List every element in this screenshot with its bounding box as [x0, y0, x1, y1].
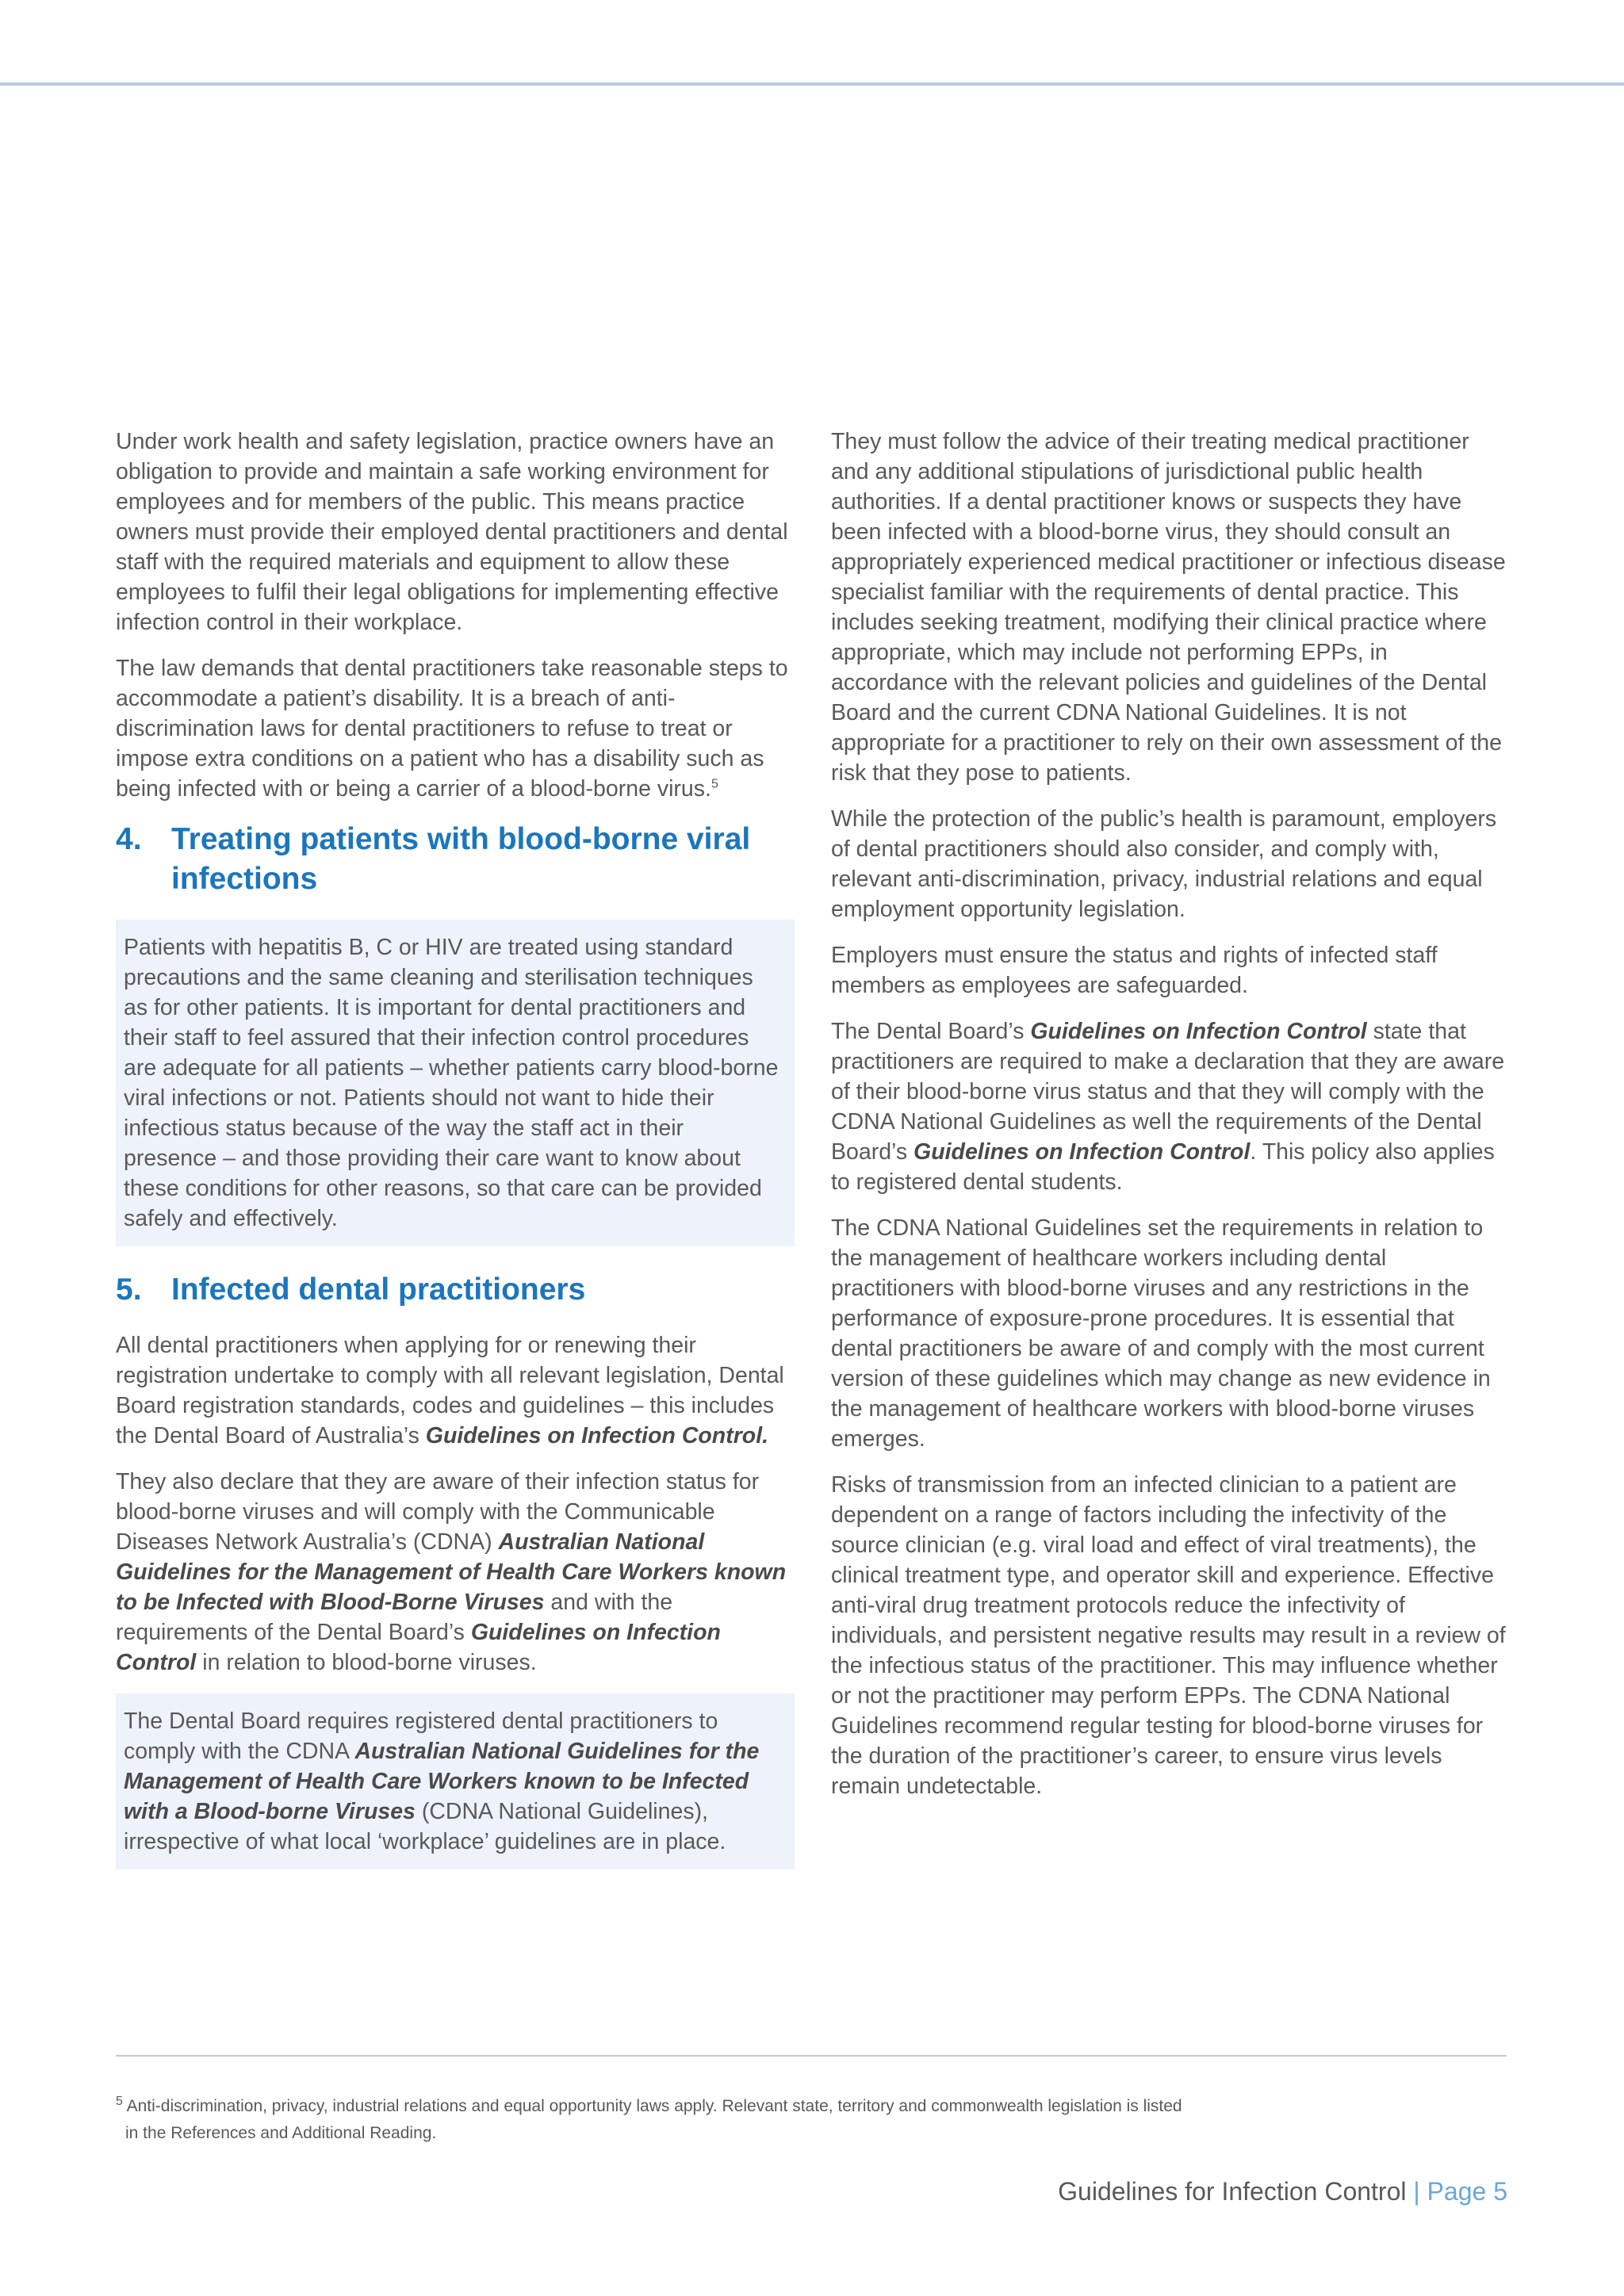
section-4-title: Treating patients with blood-borne viral infections: [171, 822, 751, 896]
section-5-title: Infected dental practitioners: [171, 1272, 586, 1307]
section-4-callout-text: Patients with hepatitis B, C or HIV are treated using standard precautions and the same cleaning and sterilisation techniques as for other patients. It is important for dental practitioners and their staff to feel assured that their infection control procedures are adequate for all patients – whether patients carry blood-borne viral infections or not. Patients should not want to hide their infectious status because of the way the staff act in their presence – and those providing their care want to know about these conditions for other reasons, so that care can be provided safely and effectively.: [124, 935, 779, 1231]
registration-paragraph: All dental practitioners when applying for or renewing their registration undertake to comply with all relevant legislation, Dental Board registration standards, codes and guidelines – this includes the Dental Board of Australia’s Guidelines on Infection Control.: [116, 1333, 784, 1448]
section-5-callout: [116, 1693, 795, 1869]
declaration-paragraph: They also declare that they are aware of their infection status for blood-borne viruses and will comply with the Communicable Diseases Network Australia’s (CDNA) Australian National Guidelines for the Management of Health Care Workers known to be Infected with Blood-Borne Viruses and with the requirements of the Dental Board’s Guidelines on Infection Control in relation to blood-borne viruses.: [116, 1469, 787, 1675]
footnote-divider: [116, 2055, 1507, 2057]
guidelines-title-ref-4: Guidelines on Infection Control: [914, 1139, 1251, 1165]
footnote: [116, 2093, 1385, 2147]
cdna-guidelines-title-2: Australian National Guidelines for the Management of Health Care Workers known to be Infected with a Blood-borne Viruses: [124, 1739, 760, 1824]
guidelines-title-ref-2: Guidelines on Infection Control: [116, 1620, 721, 1675]
whs-paragraph: Under work health and safety legislation, practice owners have an obligation to provide and maintain a safe working environment for employees and for members of the public. This means practice owners must provide their employed dental practitioners and dental staff with the required materials and equipment to allow these employees to fulfil their legal obligations for implementing effective infection control in their workplace.: [116, 429, 788, 635]
transmission-risk-paragraph: Risks of transmission from an infected clinician to a patient are dependent on a range of factors including the infectivity of the source clinician (e.g. viral load and effect of viral treatments), the clinical treatment type, and operator skill and experience. Effective anti-viral drug treatment protocols reduce the infectivity of individuals, and persistent negative results may result in a review of the infectious status of the practitioner. This may influence whether or not the practitioner may perform EPPs. The CDNA National Guidelines recommend regular testing for blood-borne viruses for the duration of the practitioner’s career, to ensure virus levels remain undetectable.: [831, 1472, 1506, 1799]
section-4-callout: [116, 920, 795, 1246]
section-5-callout-text: The Dental Board requires registered dental practitioners to comply with the CDNA Australian National Guidelines for the Management of Health Care Workers known to be Infected with a Blood-borne Viruses (CDNA National Guidelines), irrespective of what local ‘workplace’ guidelines are in place.: [124, 1709, 760, 1854]
employer-legislation-paragraph: While the protection of the public’s health is paramount, employers of dental practitioners should also consider, and comply with, relevant anti-discrimination, privacy, industrial relations and equal employment opportunity legislation.: [831, 806, 1497, 922]
disability-paragraph: The law demands that dental practitioners take reasonable steps to accommodate a patient’s disability. It is a breach of anti-discrimination laws for dental practitioners to refuse to treat or impose extra conditions on a patient who has a disability such as being infected with or being a carrier of a blood-borne virus.$^5$: [116, 656, 788, 802]
guidelines-title-ref-3: Guidelines on Infection Control: [1030, 1019, 1367, 1044]
page-footer: [1058, 2177, 1507, 2206]
footer-separator: |: [1413, 2177, 1420, 2206]
medical-advice-paragraph: They must follow the advice of their treating medical practitioner and any additional stipulations of jurisdictional public health authorities. If a dental practitioner knows or suspects they have been infected with a blood-borne virus, they should consult an appropriately experienced medical practitioner or infectious disease specialist familiar with the requirements of dental practice. This includes seeking treatment, modifying their clinical practice where appropriate, which may include not performing EPPs, in accordance with the relevant policies and guidelines of the Dental Board and the current CDNA National Guidelines. It is not appropriate for a practitioner to rely on their own assessment of the risk that they pose to patients.: [831, 429, 1506, 786]
section-4-heading: [116, 820, 795, 899]
right-column: [831, 427, 1507, 1817]
footnote-line-2: in the References and Additional Reading.: [125, 2124, 437, 2142]
page-number: Page 5: [1427, 2177, 1507, 2206]
top-rule: [0, 82, 1624, 86]
section-4-number: 4.: [116, 822, 142, 856]
cdna-requirements-paragraph: The CDNA National Guidelines set the requirements in relation to the management of healthcare workers including dental practitioners with blood-borne viruses and any restrictions in the performance of exposure-prone procedures. It is essential that dental practitioners be aware of and comply with the most current version of these guidelines which may change as new evidence in the management of healthcare workers with blood-borne viruses emerges.: [831, 1215, 1491, 1452]
guidelines-title-ref: Guidelines on Infection Control.: [425, 1423, 769, 1448]
board-declaration-paragraph: The Dental Board’s Guidelines on Infection Control state that practitioners are required to make a declaration that they are aware of their blood-borne virus status and that they will comply with the CDNA National Guidelines as well the requirements of the Dental Board’s Guidelines on Infection Control. This policy also applies to registered dental students.: [831, 1019, 1505, 1195]
footer-doc-title: Guidelines for Infection Control: [1058, 2177, 1407, 2206]
footnote-line-1: Anti-discrimination, privacy, industrial relations and equal opportunity laws apply. Relevant state, territory and commonwealth legislation is listed: [122, 2097, 1182, 2115]
footnote-ref: 5: [710, 777, 718, 791]
section-5-number: 5.: [116, 1272, 142, 1307]
left-column: [116, 427, 795, 1887]
staff-rights-paragraph: Employers must ensure the status and rights of infected staff members as employees are safeguarded.: [831, 943, 1438, 998]
cdna-guidelines-title: Australian National Guidelines for the Management of Health Care Workers known to be Infected with Blood-Borne Viruses: [116, 1529, 787, 1615]
footnote-mark: 5: [116, 2095, 123, 2108]
section-5-heading: [116, 1270, 795, 1310]
